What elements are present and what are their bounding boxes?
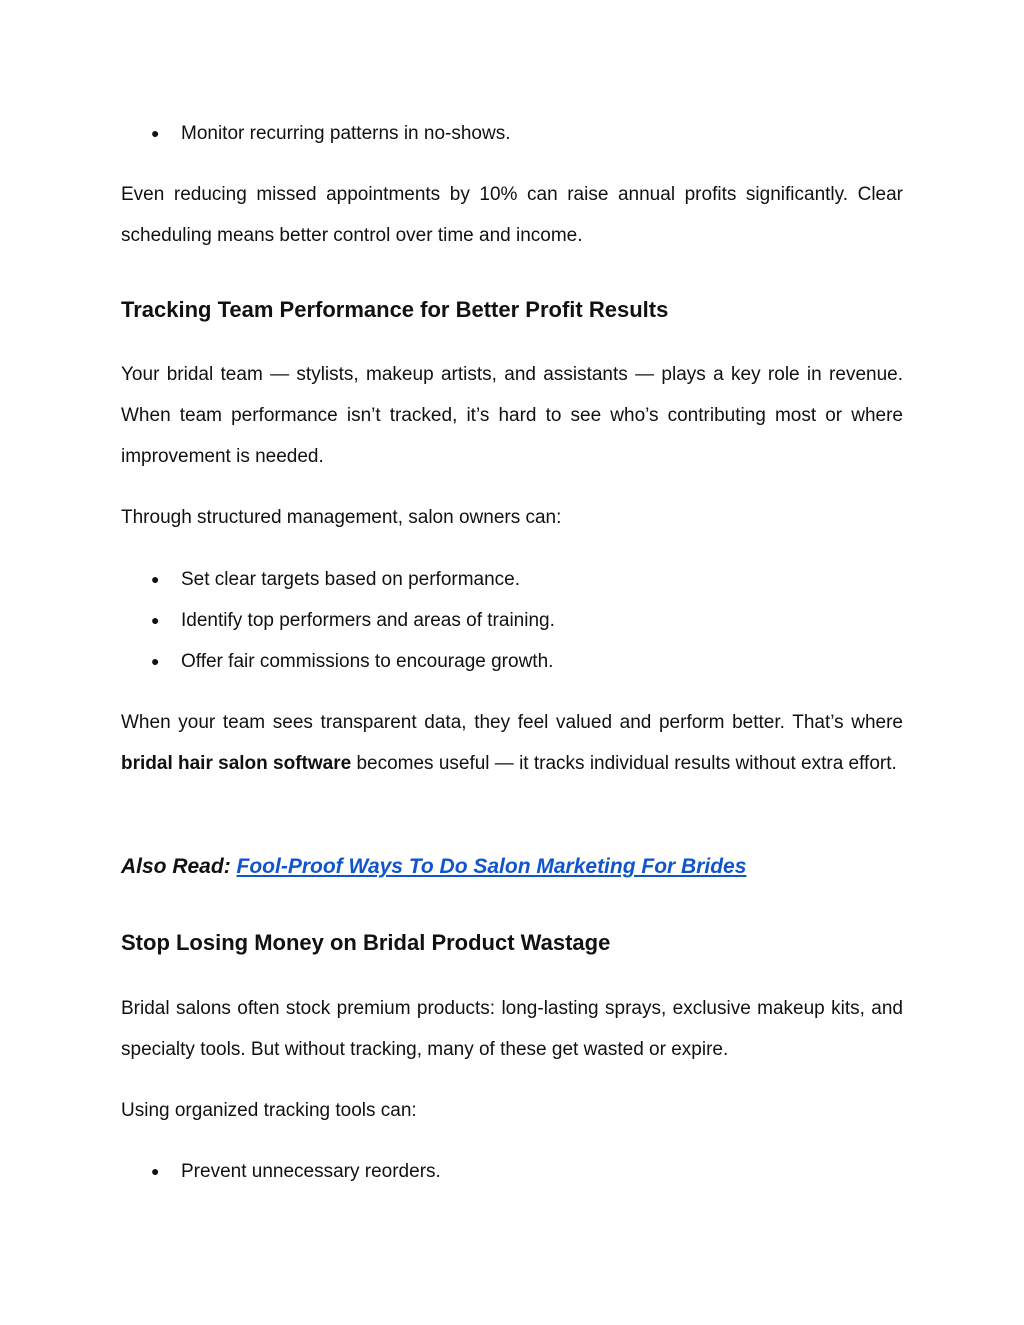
paragraph: Your bridal team — stylists, makeup artists, and assistants — plays a key role in revenue. When team performance isn’t tracked, it’s hard to see who’s contributing most or where improvement is needed. (121, 364, 903, 467)
section-heading: Stop Losing Money on Bridal Product Wastage (121, 930, 611, 955)
also-read (121, 846, 903, 887)
bullet-icon: ● (151, 125, 160, 141)
paragraph (121, 702, 903, 784)
text: When your team sees transparent data, they feel valued and perform better. That’s where (121, 712, 903, 733)
paragraph: Using organized tracking tools can: (121, 1100, 417, 1121)
bold-keyword: bridal hair salon software (121, 753, 352, 774)
bullet-icon: ● (151, 571, 160, 587)
bullet-icon: ● (151, 653, 160, 669)
bullet-icon: ● (151, 1163, 160, 1179)
also-read-label: Also Read: (121, 855, 231, 878)
text: becomes useful — it tracks individual results without extra effort. (351, 753, 897, 774)
paragraph: Bridal salons often stock premium products: long-lasting sprays, exclusive makeup kits, and specialty tools. But without tracking, many of these get wasted or expire. (121, 998, 903, 1060)
paragraph: Through structured management, salon owners can: (121, 507, 562, 528)
bullet-icon: ● (151, 612, 160, 628)
section-heading: Tracking Team Performance for Better Profit Results (121, 297, 669, 322)
paragraph: Even reducing missed appointments by 10% can raise annual profits significantly. Clear scheduling means better control over time and income. (121, 184, 903, 246)
also-read-link[interactable]: Fool-Proof Ways To Do Salon Marketing For Brides (236, 855, 747, 878)
